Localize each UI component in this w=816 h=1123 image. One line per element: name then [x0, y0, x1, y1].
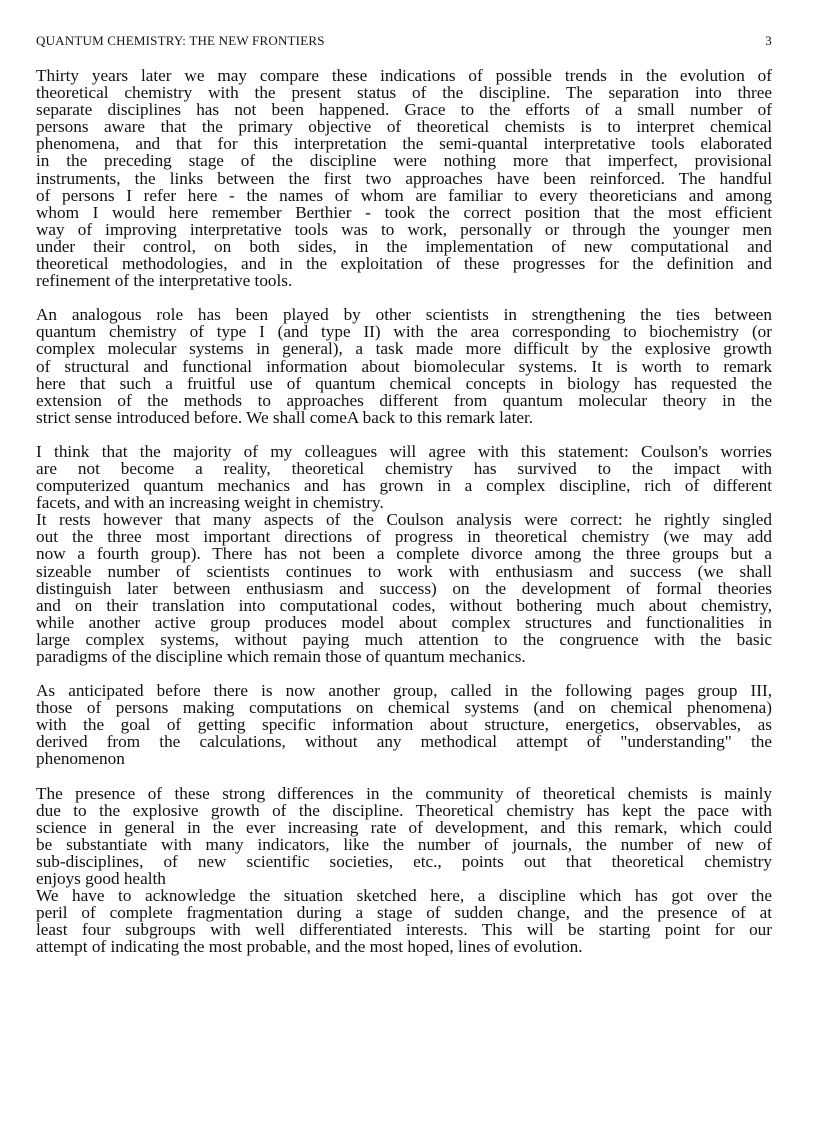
text-line: An analogous role has been played by other scientists in strengthening the ties between [36, 305, 772, 325]
text-line: phenomenon [36, 749, 125, 769]
paragraph-4 [36, 511, 772, 665]
paragraph-spacer [36, 665, 772, 682]
text-line: refinement of the interpretative tools. [36, 271, 293, 291]
text-line: of structural and functional information about biomolecular systems. It is worth to remark [36, 356, 772, 376]
text-line: science in general in the ever increasing rate of development, and this remark, which could [36, 817, 772, 837]
body-text [36, 67, 772, 956]
text-line: out the three most important directions of progress in theoretical chemistry (we may add [36, 527, 772, 547]
text-line: of persons I refer here - the names of whom are familiar to every theoreticians and among [36, 185, 772, 205]
text-line: whom I would here remember Berthier - took the correct position that the most efficient [36, 202, 772, 222]
text-line: way of improving interpretative tools was to work, personally or through the younger men [36, 219, 772, 239]
text-line: extension of the methods to approaches different from quantum molecular theory in the [36, 390, 772, 410]
text-line: sizeable number of scientists continues to work with enthusiasm and success (we shall [36, 561, 772, 581]
text-line: enjoys good health [36, 869, 166, 889]
text-line: Thirty years later we may compare these indications of possible trends in the evolution of [36, 66, 772, 85]
paragraph-spacer [36, 289, 772, 306]
paragraph-1 [36, 67, 772, 289]
text-line: quantum chemistry of type I (and type II) with the area corresponding to biochemistry (or [36, 322, 772, 342]
text-line: It rests however that many aspects of the Coulson analysis were correct: he rightly singled [36, 510, 772, 530]
text-line: complex molecular systems in general), a task made more difficult by the explosive growth [36, 339, 772, 359]
paragraph-spacer [36, 426, 772, 443]
text-line: while another active group produces model about complex structures and functionalities in [36, 612, 772, 632]
text-line: large complex systems, without paying much attention to the congruence with the basic [36, 629, 772, 649]
text-line: attempt of indicating the most probable, and the most hoped, lines of evolution. [36, 937, 583, 957]
text-line: strict sense introduced before. We shall comeA back to this remark later. [36, 407, 534, 427]
text-line: We have to acknowledge the situation sketched here, a discipline which has got over the [36, 886, 772, 906]
text-line: under their control, on both sides, in the implementation of new computational and [36, 236, 772, 256]
text-line: instruments, the links between the first two approaches have been reinforced. The handful [36, 168, 772, 188]
paragraph-spacer [36, 768, 772, 785]
text-line: peril of complete fragmentation during a stage of sudden change, and the presence of at [36, 903, 772, 923]
text-line: derived from the calculations, without any methodical attempt of "understanding" the [36, 732, 772, 752]
page-number: 3 [765, 33, 772, 48]
text-line: As anticipated before there is now another group, called in the following pages group III, [36, 681, 772, 701]
text-line: due to the explosive growth of the discipline. Theoretical chemistry has kept the pace with [36, 800, 772, 820]
text-line: those of persons making computations on chemical systems (and on chemical phenomena) [36, 698, 772, 718]
text-line: are not become a reality, theoretical chemistry has survived to the impact with [36, 458, 772, 478]
text-line: least four subgroups with well differentiated interests. This will be starting point for our [36, 920, 772, 940]
text-line: phenomena, and that for this interpretation the semi-quantal interpretative tools elaborated [36, 134, 772, 154]
text-line: theoretical chemistry with the present status of the discipline. The separation into three [36, 83, 772, 103]
text-line: I think that the majority of my colleagues will agree with this statement: Coulson's worries [36, 441, 772, 461]
text-line: here that such a fruitful use of quantum chemical concepts in biology has requested the [36, 373, 772, 393]
text-line: in the preceding stage of the discipline were nothing more that imperfect, provisional [36, 151, 772, 171]
text-line: sub-disciplines, of new scientific societies, etc., points out that theoretical chemistry [36, 851, 772, 871]
running-title: QUANTUM CHEMISTRY: THE NEW FRONTIERS [36, 33, 325, 48]
text-line: theoretical methodologies, and in the exploitation of these progresses for the definition and [36, 254, 772, 274]
text-line: computerized quantum mechanics and has grown in a complex discipline, rich of different [36, 476, 772, 496]
text-line: now a fourth group). There has not been a complete divorce among the three groups but a [36, 544, 772, 564]
paragraph-7 [36, 887, 772, 955]
text-line: with the goal of getting specific information about structure, energetics, observables, as [36, 715, 772, 735]
text-line: distinguish later between enthusiasm and success) on the development of formal theories [36, 578, 772, 598]
text-line: The presence of these strong differences in the community of theoretical chemists is mainly [36, 783, 772, 803]
paragraph-2 [36, 306, 772, 426]
text-line: separate disciplines has not been happened. Grace to the efforts of a small number of [36, 100, 772, 120]
paragraph-3 [36, 443, 772, 511]
text-line: persons aware that the primary objective of theoretical chemists is to interpret chemical [36, 117, 772, 137]
text-line: facets, and with an increasing weight in chemistry. [36, 493, 384, 513]
paragraph-6 [36, 785, 772, 888]
text-line: be substantiate with many indicators, like the number of journals, the number of new of [36, 834, 772, 854]
paragraph-5 [36, 682, 772, 767]
text-line: and on their translation into computational codes, without bothering much about chemistry, [36, 595, 772, 615]
text-line: paradigms of the discipline which remain those of quantum mechanics. [36, 647, 526, 666]
